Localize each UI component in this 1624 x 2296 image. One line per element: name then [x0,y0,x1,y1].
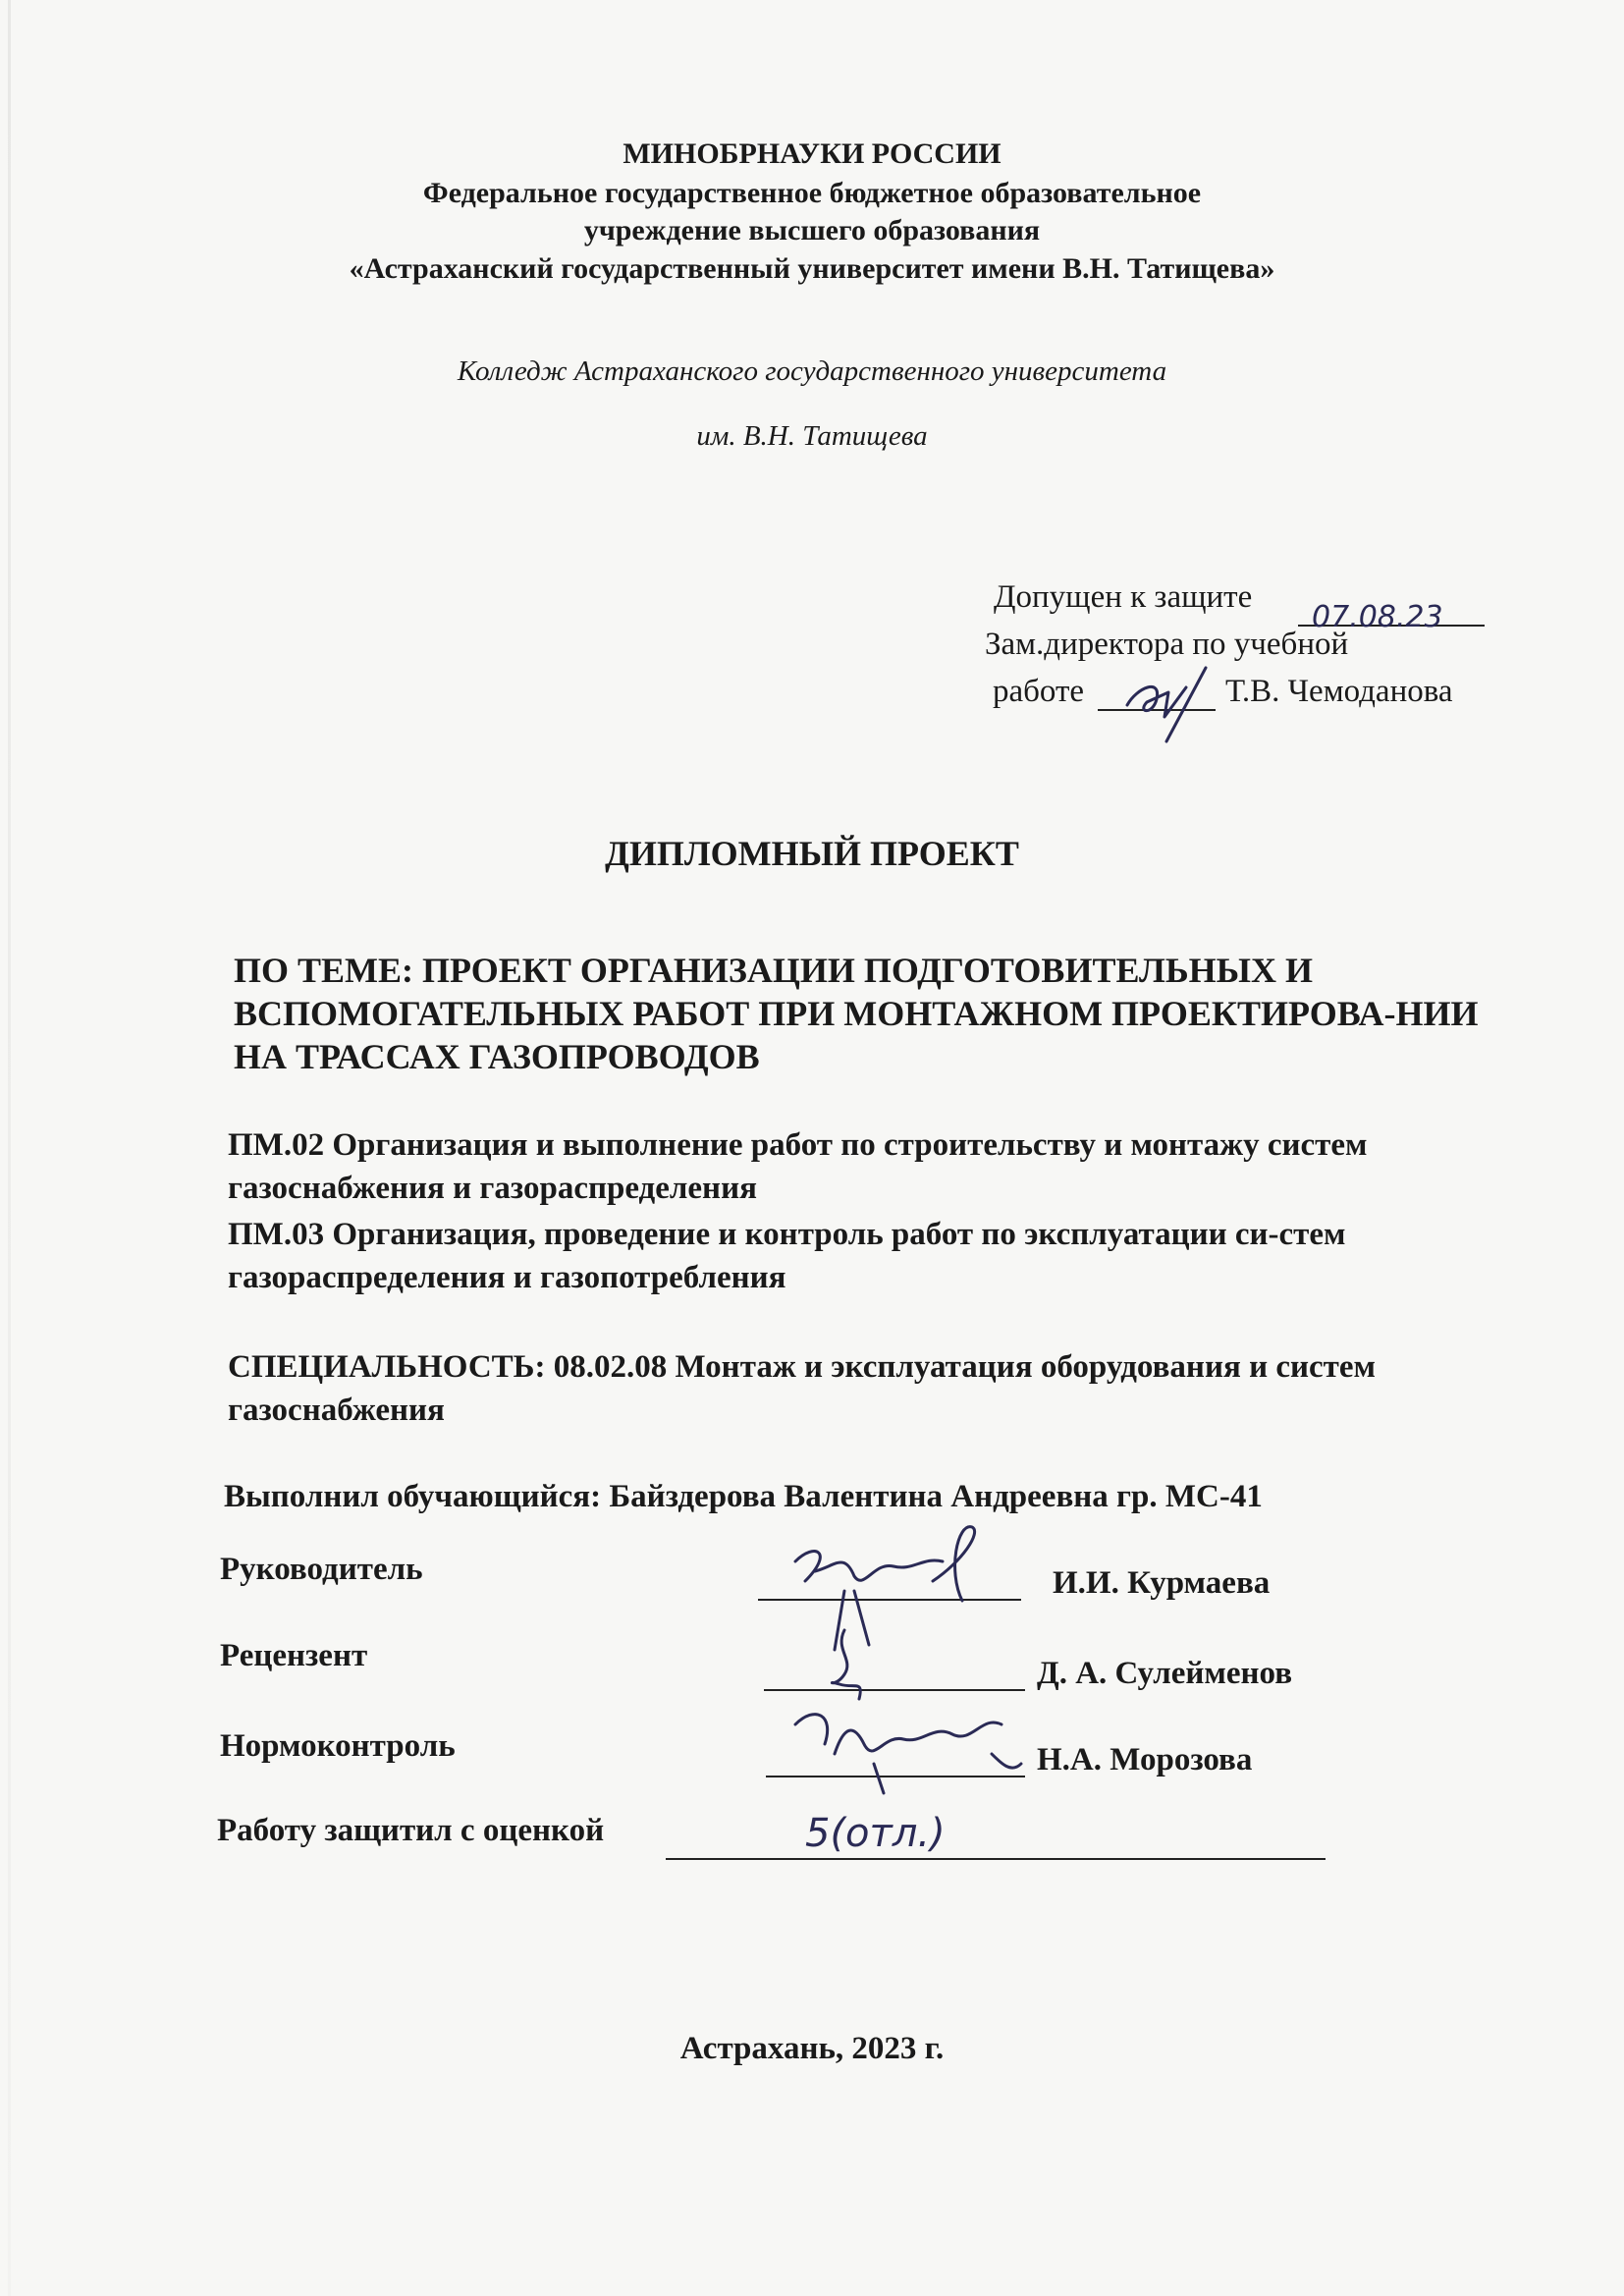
signature-role-reviewer: Рецензент [220,1638,368,1673]
scan-edge [8,0,11,2296]
document-title: ДИПЛОМНЫЙ ПРОЕКТ [605,834,1019,873]
admission-line2: Зам.директора по учебной [985,627,1349,662]
deputy-signature [1108,648,1235,746]
signature-role-normcontrol: Нормоконтроль [220,1728,456,1764]
admission-line3-name: Т.В. Чемоданова [1225,674,1453,709]
svg-text:5(отл.): 5(отл.) [805,1811,946,1856]
college-name-line1: Колледж Астраханского государственного университета [457,355,1167,387]
svg-text:07.08.23: 07.08.23 [1312,600,1443,634]
ministry-name: МИНОБРНАУКИ РОССИИ [623,137,1001,170]
signature-name-normcontrol: Н.А. Морозова [1037,1742,1253,1777]
signature-name-supervisor: И.И. Курмаева [1053,1565,1271,1601]
admission-line3-prefix: работе [993,674,1085,709]
specialty: СПЕЦИАЛЬНОСТЬ: 08.02.08 Монтаж и эксплуатация оборудования и систем газоснабжения [228,1349,1376,1428]
admission-line1: Допущен к защите [994,579,1253,615]
module-pm03: ПМ.03 Организация, проведение и контроль работ по эксплуатации си-стем газораспределения и газопотребления [228,1217,1346,1295]
grade-handwriting [785,1795,1041,1874]
institution-type-line2: учреждение высшего образования [583,214,1041,246]
college-name-line2: им. В.Н. Татищева [696,420,928,452]
university-name: «Астраханский государственный университет имени В.Н. Татищева» [349,252,1275,285]
module-pm02: ПМ.02 Организация и выполнение работ по строительству и монтажу систем газоснабжения и газораспределения [228,1127,1368,1206]
performer: Выполнил обучающийся: Байздерова Валентина Андреевна гр. МС-41 [224,1479,1263,1514]
city-year: Астрахань, 2023 г. [679,2031,945,2066]
institution-type-line1: Федеральное государственное бюджетное образовательное [422,177,1202,209]
normcontrol-signature [776,1695,1031,1803]
signature-name-reviewer: Д. А. Сулейменов [1037,1656,1293,1691]
signature-role-supervisor: Руководитель [220,1552,423,1587]
grade-label: Работу защитил с оценкой [217,1813,605,1848]
project-theme: ПО ТЕМЕ: ПРОЕКТ ОРГАНИЗАЦИИ ПОДГОТОВИТЕЛЬНЫХ И ВСПОМОГАТЕЛЬНЫХ РАБОТ ПРИ МОНТАЖНОМ ПРОЕКТИРОВА-НИИ НА ТРАССАХ ГАЗОПРОВОДОВ [234,951,1479,1076]
